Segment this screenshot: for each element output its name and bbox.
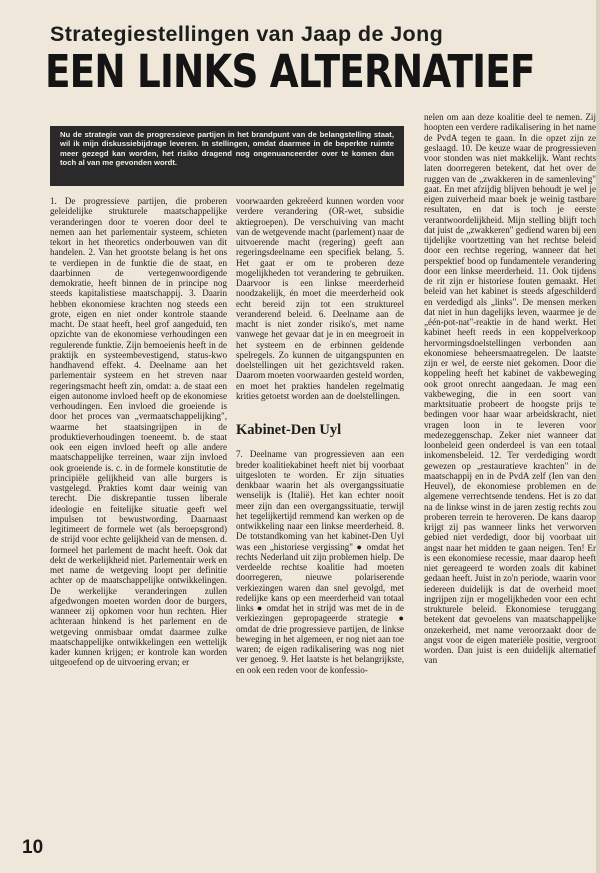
column-2-text-bottom: 7. Deelname van progressieven aan een breder koalitiekabinet heeft niet bij voorbaat uitgesloten te worden. Er zijn situaties denkbaar waarin het als overgangssituatie wenselijk is (Italië). Het kan echter nooit meer zijn dan een overgangssituatie, terwijl het tegelijkertijd remmend kan werken op de ontwikkeling naar een linkse meerderheid. 8. De totstandkoming van het kabinet-Den Uyl was een „historiese vergissing" ● omdat het rechts Nederland uit zijn problemen hielp. De verdeelde rechtse koalitie had moeten doorregeren, nieuwe polariserende verkiezingen waren dan snel gevolgd, met redelijke kans op een meerderheid van totaal links ● omdat het in strijd was met de in de verkiezingen gepropageerde strategie ● omdat de drie progressieve partijen, de linkse beweging in het algemeen, er nog niet aan toe waren; de eigen radikalisering was nog niet ver genoeg. 9. Het laatste is het belangrijkste, en ook een reden voor de konfessio- [236,449,404,675]
article-kicker: Strategiestellingen van Jaap de Jong [50,22,444,46]
column-2 [236,196,404,846]
section-subhead: Kabinet-Den Uyl [236,422,342,438]
column-1-text: 1. De progressieve partijen, die proberen geleidelijke strukturele maatschappelijke veranderingen door te voeren door deel te nemen aan het parlementair systeem, schieten tekort in het theoretics onderbouwen van dit handelen. 2. Van het grootste belang is het ons te verdiepen in de funktie die de staat, en daarbinnen de vertegenwoordigende demokratie, heeft binnen de in principe nog steeds kapitalistiese maatschappij. 3. Daarin hebben ekonomiese krachten nog steeds een grote, eigen en niet onder kontrole staande macht. De staat heeft, heel grof aangeduid, ten opzichte van de ekonomiese verhoudingen een regulerende funktie. Zijn bemoeienis heeft in de praktijk en systeembevestigend, status-kwo handhavend effekt. 4. Deelname aan het parlementair systeem en het streven naar regeringsmacht heeft zin, omdat: a. de staat een eigen autonome invloed heeft op de ekonomiese verhoudingen. Een invloed die groeiende is door het proces van „vermaatschappelijking", waarme het staatsingrijpen in de produktieverhoudingen toeneemt. b. de staat ook een eigen invloed heeft op alle andere maatschappelijke terreinen, waar zijn invloed ook groeiende is. c. in de formele konstitutie de principiële gelijkheid van alle burgers is vastgelegd. Prakties komt daar weinig van terecht. Die diskrepantie tussen liberale ideologie en feitelijke situatie geeft wel impulsen tot bewustwording. Daarnaast legitimeert de formele wet (als beroepsgrond) de strijd voor echte gelijkheid van de mensen. d. formeel het parlement de macht heeft. Ook dat dekt de werkelijkheid niet. Parlementair werk en met name de wetgeving loopt per definitie achter op de maatschappelijke ontwikkelingen. De werkelijke veranderingen zullen afgedwongen moeten worden door de burgers, wanneer zij opkomen voor hun rechten. Hier achteraan hinkend is het parlement en de wetgeving onmisbaar omdat daarmee zulke maatschappelijke ontwikkelingen een wettelijk kader kunnen krijgen; er kontrole kan worden uitgeoefend op de uitvoering ervan; er [50,196,227,668]
intro-box: Nu de strategie van de progressieve partijen in het brandpunt van de belangstelling staat, wil ik mijn diskussiebijdrage leveren. In stellingen, omdat daarmee in de beperkte ruimte meer gezegd kan worden, het risiko dragend nog ongenuanceerder over te komen dan toch al van me gevonden wordt. [50,126,404,186]
column-2-text-top: voorwaarden gekreëerd kunnen worden voor verdere verandering (OR-wet, subsidie aktiegroepen). De verschuiving van macht van de wetgevende macht (parlement) naar de uitvoerende macht (regering) geeft aan regeringsdeelname een specifiek belang. 5. Het gaat er om te proberen deze mogelijkheden tot verandering te gebruiken. Daarvoor is een linkse meerderheid noodzakelijk, én moet die meerderheid ook echt bereid zijn tot een struktureel veranderend beleid. 6. Deelname aan de macht is niet zonder risiko's, met name vanwege het gevaar dat je in en meegroeit in het systeem en de erbinnen geldende spelregels. Zo kunnen de uitgangspunten en doelstellingen uit het gezichtsveld raken. Daarom moeten voorwaarden gesteld worden, en moet het prakties handelen regelmatig krities getoetst worden aan de doelstellingen. [236,196,404,401]
page-number: 10 [22,837,44,858]
page-edge [596,0,600,873]
column-3-text: nelen om aan deze koalitie deel te nemen. Zij hoopten een verdere radikalisering in het name de PvdA tegen te gaan. In die opzet zijn ze geslaagd. 10. De keuze waar de progressieven voor stonden was niet makkelijk. Want rechts laten doorregeren betekent, dat het over de ruggen van de „zwakkeren in de samenleving" gaat. En met afzijdig blijven behoudt je wel je eigen zuiverheid maar boek je weinig tastbare resultaten, en dat is toch je eerste verantwoordelijkheid. Mijn stelling blijft toch dat juist de „zwakkeren" gediend waren bij een tijdelijke voortzetting van het rechtse beleid door een rechtse regering, wanneer dat het perspektief bood op fundamentele verandering door een linkse meerderheid. 11. Ook tijdens de rit zijn er historiese fouten gemaakt. Het beleid van het kabinet is steeds afgeschilderd en verdedigd als „links". De mensen merken dat niet in hun dagelijks leven, waarmee je de „één-pot-nat"-reaktie in de hand werkt. Het kabinet heeft reeds in een koppelverkoop hervormingsdoelstellingen verbonden aan ekonomiese beheersmaatregelen. De laatste zijn er wel, de eerste niet gekomen. Door die koppeling heeft het kabinet de vakbeweging ook groot onrecht aangedaan. Je mag een vakbeweging, die in een soort van marktsituatie probeert de hoogste prijs te bedingen voor haar waar arbeidskracht, niet vragen loon in te leveren voor medezeggenschap. Zeker niet wanneer dat loonbeleid geen onderdeel is van een totaal inkomensbeleid. 12. Ter verdediging wordt gewezen op „restauratieve krachten" in de maatschappij en in de PvdA zelf (Ien van den Heuvel), de ekonomiese problemen en de algemene verrechtsende tendens. Het is zo dat na de linkse winst in de jaren zestig rechts zou proberen terrein te heroveren. De kans daarop krijgt zij pas wanneer links het verworven gebied niet verdedigt, door bij voorbaat uit angst naar het midden te gaan neigen. Ten! Er is een ekonomiese recessie, maar daarop heeft niet gereageerd te worden zoals dit kabinet gedaan heeft. Juist in zo'n periode, waarin voor iedereen duidelijk is dat de overheid moet ingrijpen zijn er mogelijkheden voor een echt strukturele beleid. Ekonomiese teruggang betekent dat gevoelens van maatschappelijke onzekerheid, met name veroorzaakt door de angst voor de eigen materiële positie, vergroot worden. Dan juist is een duidelijk alternatief van [424,112,596,666]
column-3 [424,112,596,867]
column-1 [50,196,227,846]
article-headline: EEN LINKS ALTERNATIEF [45,45,535,98]
